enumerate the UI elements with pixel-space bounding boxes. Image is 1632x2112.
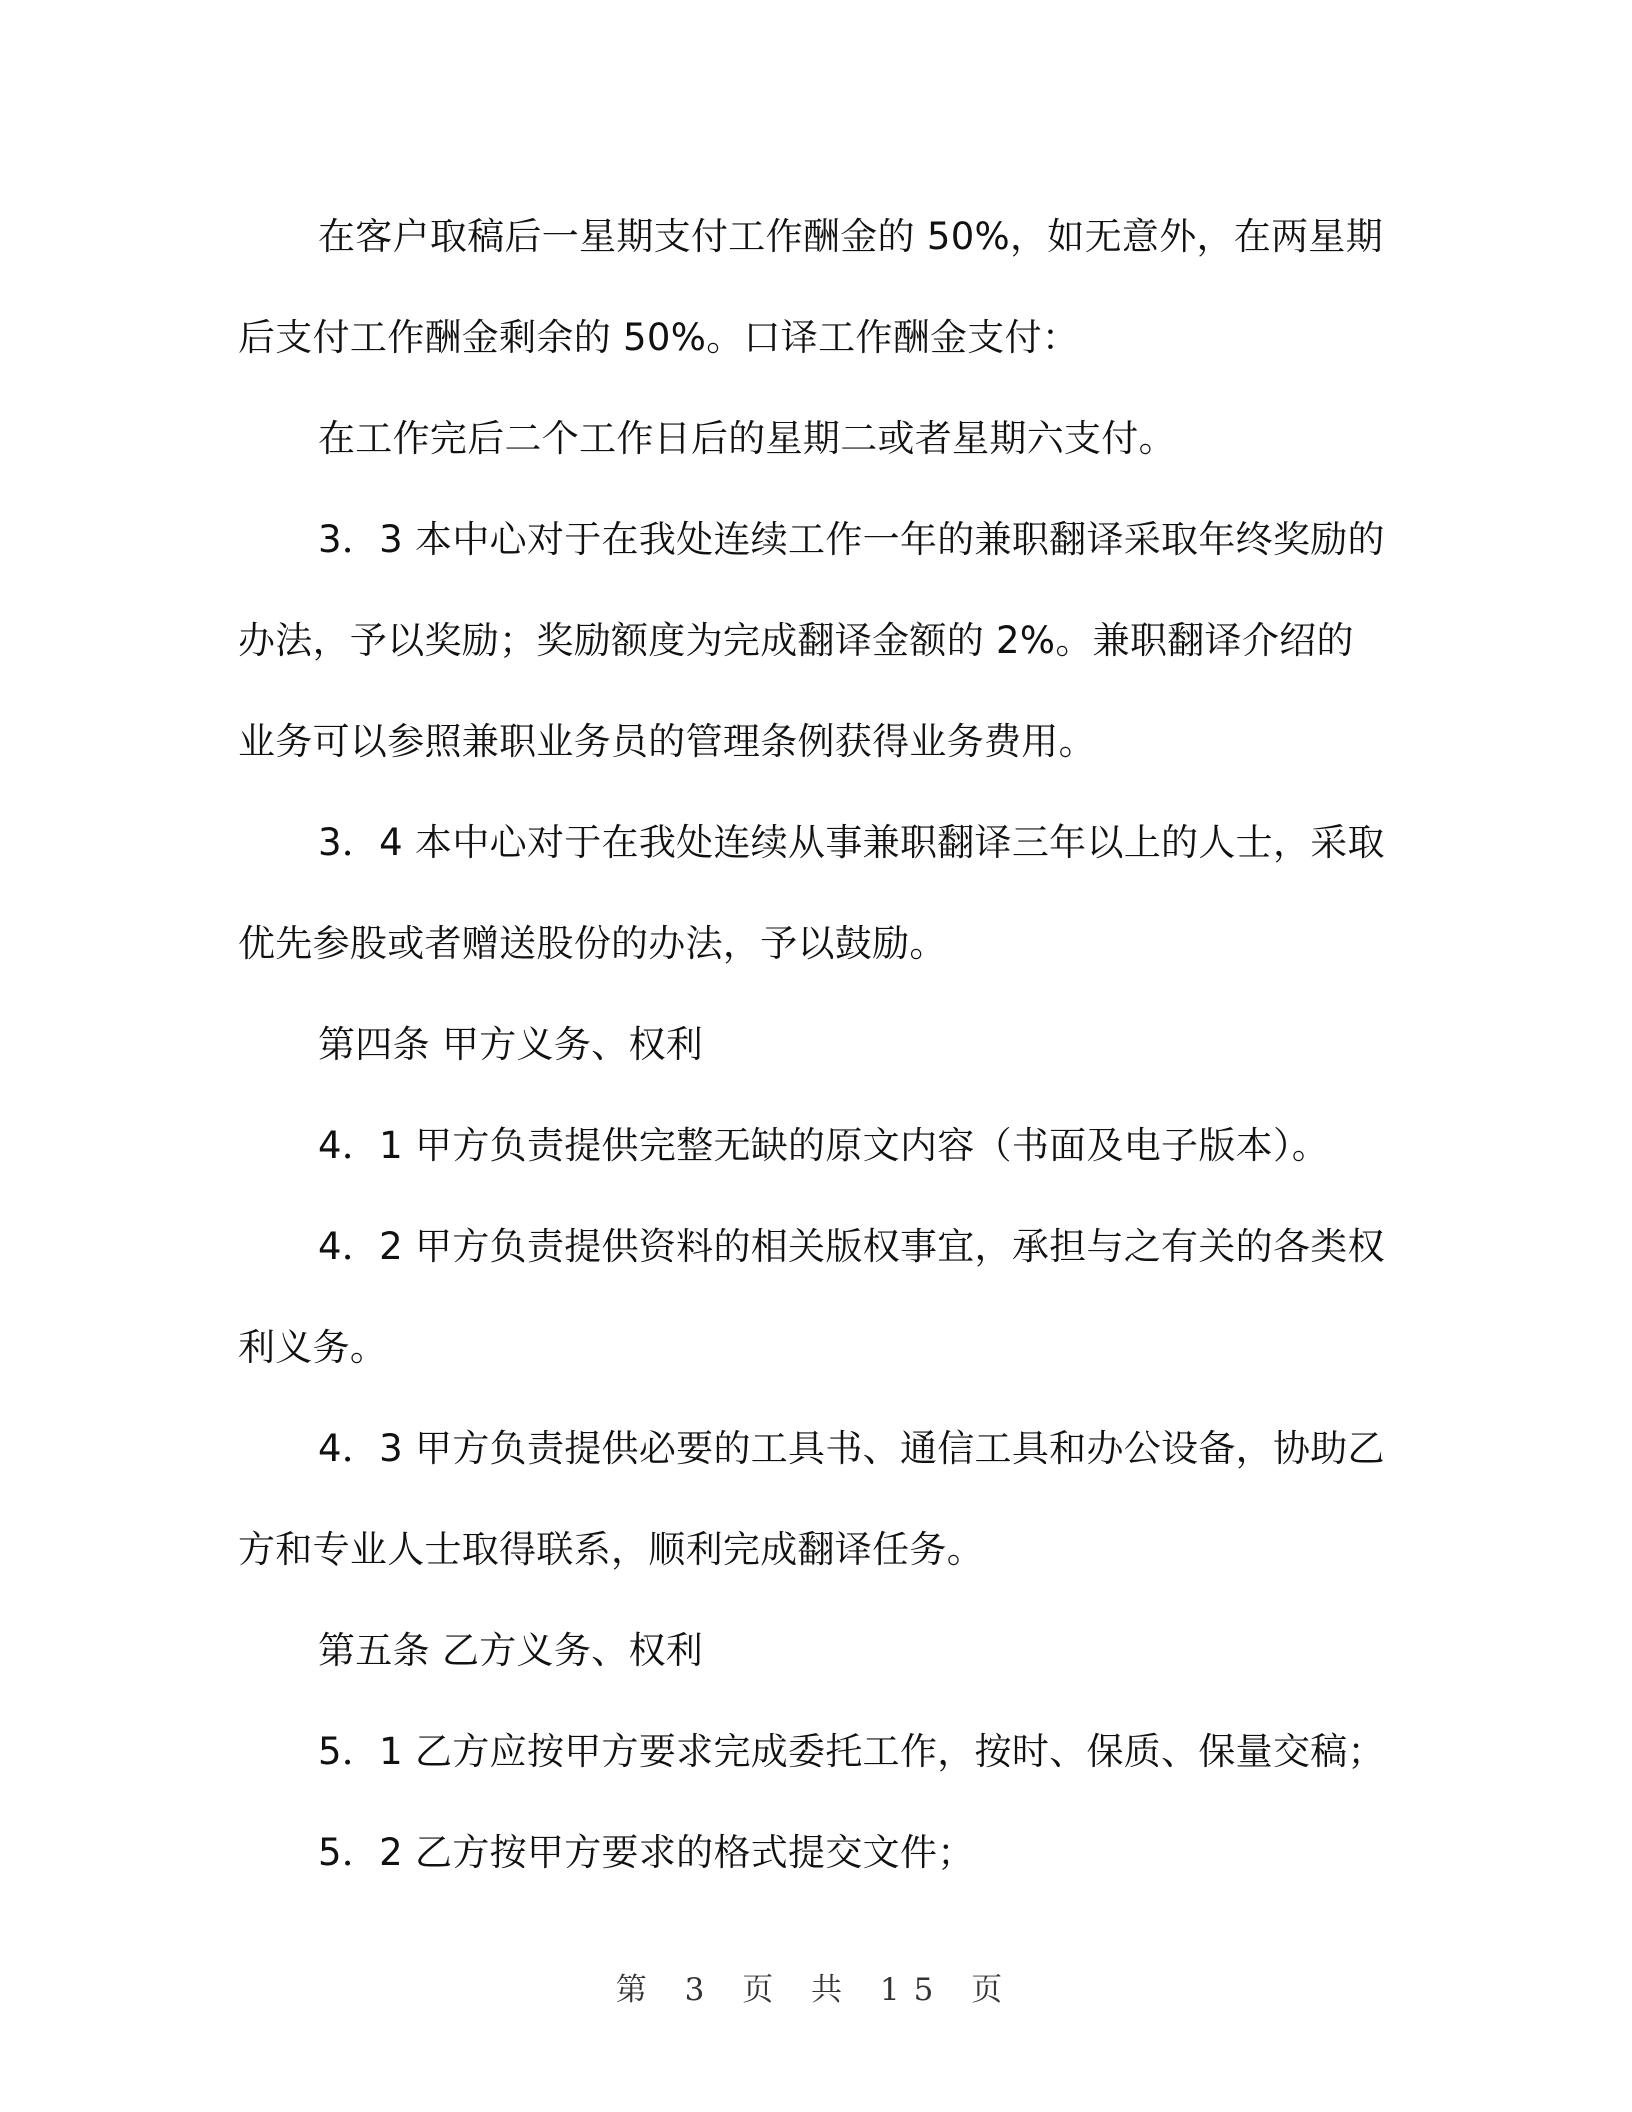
- paragraph-clause-3-4: 3．4 本中心对于在我处连续从事兼职翻译三年以上的人士，采取优先参股或者赠送股份的办法，予以鼓励。: [238, 821, 1385, 965]
- paragraph-clause-4-1: 4．1 甲方负责提供完整无缺的原文内容（书面及电子版本）。: [318, 1124, 1330, 1167]
- paragraph-clause-5-2: 5．2 乙方按甲方要求的格式提交文件；: [318, 1831, 975, 1874]
- paragraph-interpretation-payment: 在工作完后二个工作日后的星期二或者星期六支付。: [318, 417, 1176, 460]
- page-number-footer: 第 3 页 共 15 页: [615, 1972, 1017, 2008]
- heading-article-5: 第五条 乙方义务、权利: [318, 1629, 704, 1672]
- heading-article-4: 第四条 甲方义务、权利: [318, 1023, 704, 1066]
- document-body: [238, 186, 1388, 1903]
- paragraph-clause-4-2: 4．2 甲方负责提供资料的相关版权事宜，承担与之有关的各类权利义务。: [238, 1225, 1385, 1369]
- paragraph-clause-5-1: 5．1 乙方应按甲方要求完成委托工作，按时、保质、保量交稿；: [318, 1730, 1385, 1773]
- paragraph-clause-3-3: 3．3 本中心对于在我处连续工作一年的兼职翻译采取年终奖励的办法，予以奖励；奖励额度为完成翻译金额的 2%。兼职翻译介绍的业务可以参照兼职业务员的管理条例获得业务费用。: [238, 518, 1385, 763]
- paragraph-payment-schedule: 在客户取稿后一星期支付工作酬金的 50%，如无意外，在两星期后支付工作酬金剩余的 50%。口译工作酬金支付：: [238, 215, 1383, 359]
- paragraph-clause-4-3: 4．3 甲方负责提供必要的工具书、通信工具和办公设备，协助乙方和专业人士取得联系，顺利完成翻译任务。: [238, 1427, 1385, 1571]
